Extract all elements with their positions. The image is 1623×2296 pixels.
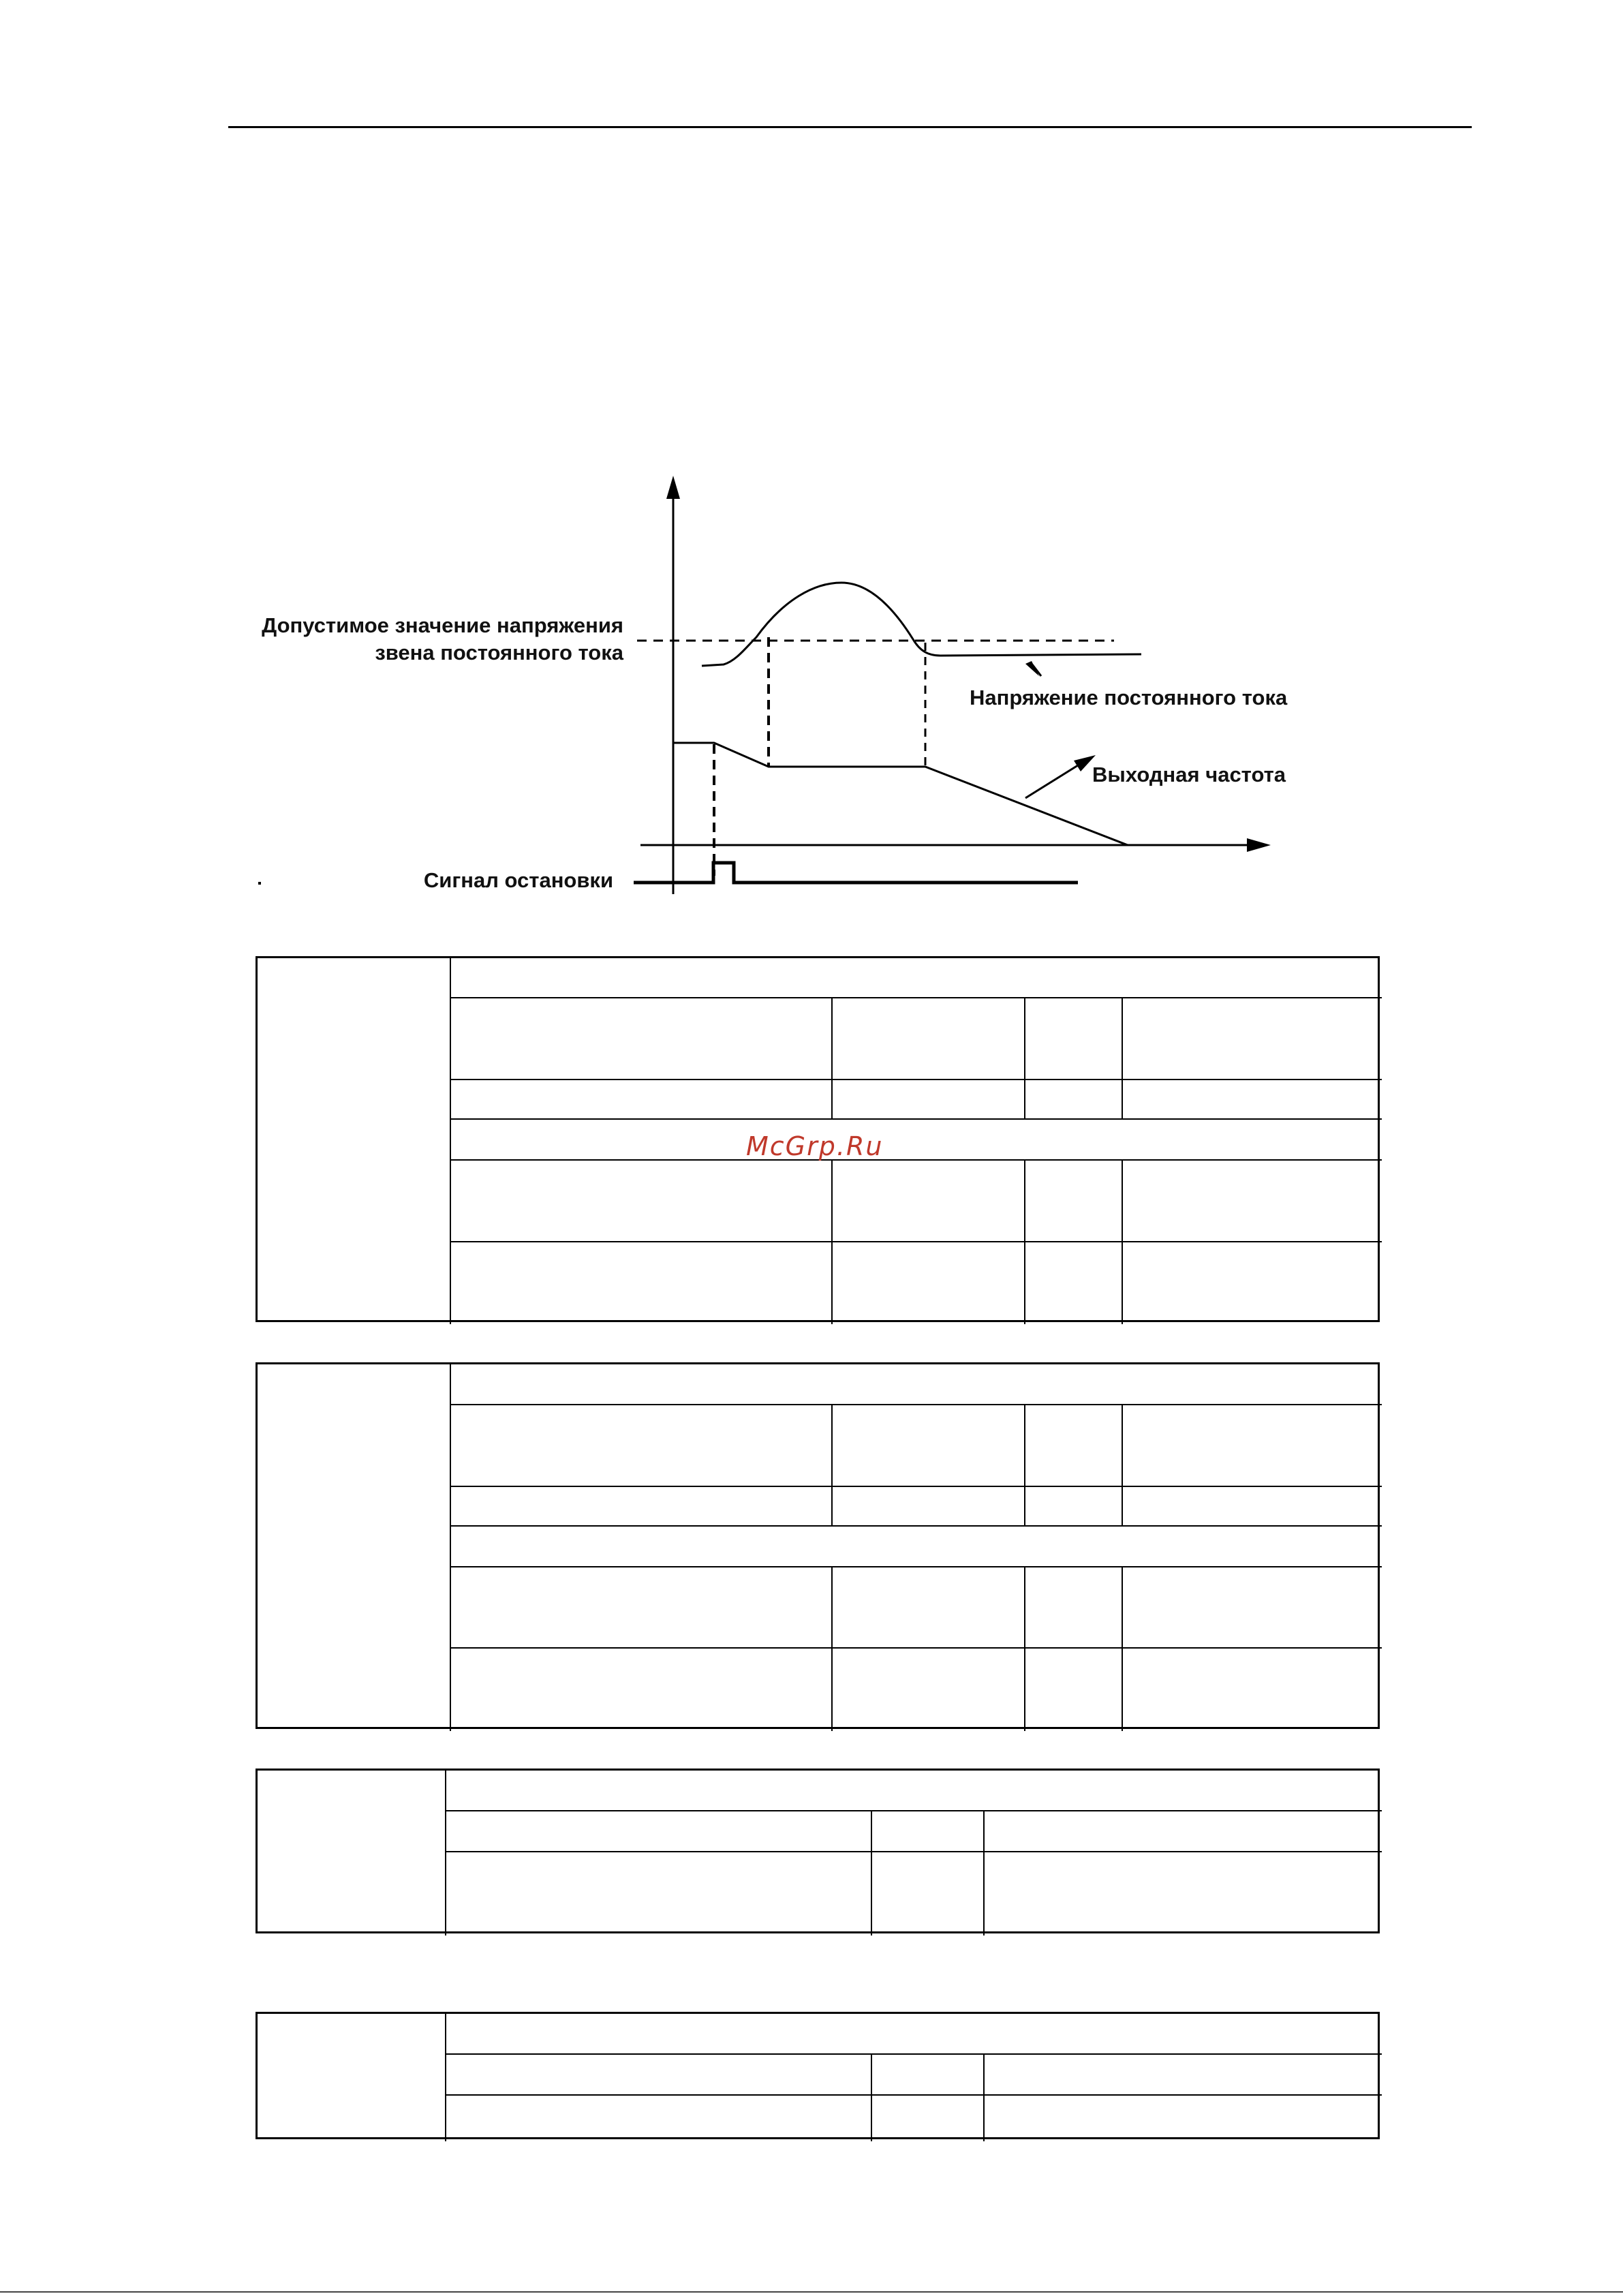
header-rule: [228, 126, 1472, 128]
bottom-rule: [0, 2291, 1623, 2293]
parameter-table-3: [256, 1769, 1380, 1933]
dc-voltage-arrow: [1025, 661, 1039, 676]
watermark: McGrp.Ru: [746, 1131, 884, 1161]
stop-signal-line: [634, 863, 1078, 883]
stop-signal-label: Сигнал остановки: [423, 868, 613, 892]
parameter-table-2: [256, 1362, 1380, 1729]
limit-label-line2: звена постоянного тока: [375, 641, 623, 664]
output-frequency-line: [673, 743, 1128, 845]
output-frequency-label: Выходная частота: [1092, 763, 1286, 786]
braking-diagram: [238, 463, 1301, 913]
limit-label-line1: Допустимое значение напряжения: [262, 613, 623, 637]
dc-voltage-label: Напряжение постоянного тока: [970, 686, 1288, 709]
y-axis-arrow: [666, 476, 680, 499]
parameter-table-4: [256, 2012, 1380, 2139]
x-axis-arrow: [1247, 838, 1271, 852]
